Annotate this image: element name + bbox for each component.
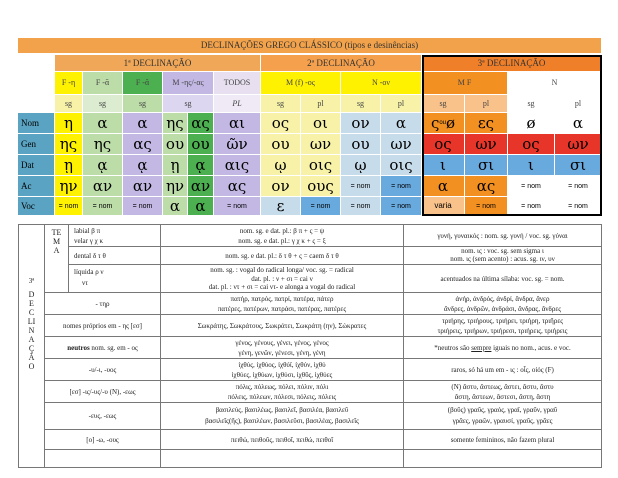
- type-todos: TODOS: [214, 72, 261, 95]
- ter-forms-pl: πατέρες, πατέρων, πατράσι, πατέρας, πατέρες: [217, 304, 347, 313]
- graus-forms-pl: γρᾶες, γραῶν, γραυσί, γραῦς, γρᾶες: [452, 417, 553, 425]
- number-pl-italic: PL: [214, 95, 261, 113]
- ending-cell-f-alpha-short-dat: ᾳ: [123, 155, 163, 176]
- blank-corner: [18, 55, 55, 95]
- ending-cell-n-sg-dat: ι: [508, 155, 555, 176]
- ending-cell-on-pl-ac: = nom: [381, 176, 422, 197]
- eus-label: -ευς, -εως: [88, 412, 117, 420]
- type-n-3: N: [508, 72, 602, 95]
- is-forms-sg: πόλις, πόλεως, πόλει, πόλιν, πόλι: [235, 382, 329, 391]
- ending-cell-on-sg-ac: = nom: [341, 176, 381, 197]
- nt-label: ντ: [82, 279, 88, 287]
- graus-forms-sg: (βοῦς) γραῦς, γραός, γραΐ, γραῦν, γραῦ: [447, 406, 558, 414]
- ending-cell-mf-sg-voc: varia: [422, 197, 465, 216]
- ending-cell-mf-sg-gen: ος: [422, 134, 465, 155]
- labial-example: γυνή, γυναικός : nom. sg. γυνή / voc. sg. γύναι: [437, 231, 568, 240]
- ending-cell-m-sg-voc: α: [163, 197, 188, 216]
- neuter-forms-pl: γένη, γενῶν, γένεσι, γένη, γένη: [238, 348, 326, 357]
- ending-cell-m-sg2-ac: αν: [188, 176, 214, 197]
- ys-note: raros, só há um em - ις : οἶς, οἰός (F): [451, 365, 554, 374]
- ending-cell-on-sg-dat: ῳ: [341, 155, 381, 176]
- liquida-label: líquida ρ ν: [74, 268, 104, 276]
- ending-cell-mf-pl-ac: ας: [465, 176, 508, 197]
- ending-cell-on-sg-nom: ον: [341, 113, 381, 134]
- ys-label: -υ/-ι, -υος: [88, 365, 117, 374]
- neuter-label: [45, 337, 160, 358]
- case-label-gen: Gen: [18, 134, 55, 155]
- o-stem-forms: πειθώ, πειθοῦς, πειθοῖ, πειθώ, πειθοῖ: [230, 435, 334, 444]
- number-sg: sg: [163, 95, 214, 113]
- ending-cell-m-sg2-dat: ᾳ: [188, 155, 214, 176]
- type-f-alpha-short: F -ᾰ: [123, 72, 163, 95]
- blank-cell: [18, 95, 55, 113]
- ending-cell-n-pl-dat: σι: [555, 155, 602, 176]
- ending-cell-on-pl-gen: ων: [381, 134, 422, 155]
- side-3-label: 3ª: [28, 277, 35, 285]
- ending-cell-f-eta-voc: = nom: [55, 197, 83, 216]
- number-pl: pl: [381, 95, 422, 113]
- neuter-forms-sg: γένος, γένους, γένει, γένος, γένος: [235, 338, 329, 347]
- number-sg: sg: [83, 95, 123, 113]
- neuter-label-rest: nom. sg. em - ος: [89, 343, 138, 352]
- table-title: DECLINAÇÕES GREGO CLÁSSICO (tipos e desinências): [18, 38, 602, 54]
- side-declinacao-label: DECLINAÇÃO: [27, 290, 36, 371]
- labial-label: labial β π: [74, 226, 101, 235]
- ending-cell-os-pl-nom: οι: [301, 113, 341, 134]
- ter-label: - τηρ: [95, 299, 110, 308]
- third-declension-header: 3ª DECLINAÇÃO: [422, 55, 602, 72]
- number-sg: sg: [422, 95, 465, 113]
- ending-cell-m-sg2-gen: ου: [188, 134, 214, 155]
- ending-cell-on-pl-voc: = nom: [381, 197, 422, 216]
- ending-cell-m-sg-ac: ην: [163, 176, 188, 197]
- ending-cell-mf-pl-dat: σι: [465, 155, 508, 176]
- ending-cell-f-eta-nom: η: [55, 113, 83, 134]
- number-pl: pl: [555, 95, 602, 113]
- ending-cell-todos-pl-nom: αι: [214, 113, 261, 134]
- ending-cell-mf-pl-voc: = nom: [465, 197, 508, 216]
- number-sg: sg: [55, 95, 83, 113]
- third-declension-rules-table: [18, 224, 602, 468]
- ending-cell-os-sg-gen: ου: [261, 134, 301, 155]
- type-n-on: N -ον: [341, 72, 422, 95]
- ending-cell-os-sg-nom: ος: [261, 113, 301, 134]
- dental-example-1: nom. ις : voc. sg. sem sigma ι: [461, 247, 544, 255]
- case-label-ac: Ac: [18, 176, 55, 197]
- o-stem-label: [ο] -ω, -ους: [86, 435, 119, 444]
- ending-cell-m-sg2-nom: ας: [188, 113, 214, 134]
- ending-cell-m-sg-gen: ου: [163, 134, 188, 155]
- case-label-nom: Nom: [18, 113, 55, 134]
- ending-cell-f-eta-ac: ην: [55, 176, 83, 197]
- ending-cell-f-alpha-short-nom: α: [123, 113, 163, 134]
- ending-cell-m-sg2-voc: α: [188, 197, 214, 216]
- ending-cell-os-pl-ac: ους: [301, 176, 341, 197]
- number-sg: sg: [508, 95, 555, 113]
- ending-cell-os-pl-dat: οις: [301, 155, 341, 176]
- first-declension-header: 1ª DECLINAÇÃO: [55, 55, 261, 72]
- velar-rule: nom. sg. e dat. pl.: γ χ κ + ς = ξ: [238, 236, 326, 245]
- ending-cell-on-pl-nom: α: [381, 113, 422, 134]
- type-mf-3: M F: [422, 72, 508, 95]
- proper-names-label: nomes próprios em - ης [εσ]: [62, 321, 143, 330]
- ending-cell-m-sg-nom: ης: [163, 113, 188, 134]
- velar-label: velar γ χ κ: [74, 236, 103, 245]
- asty-forms-sg: (N) ἄστυ, ἄστεως, ἄστει, ἄστυ, ἄστυ: [451, 382, 554, 391]
- ending-cell-mf-sg-dat: ι: [422, 155, 465, 176]
- asty-forms-pl: ἄστη, ἄστεων, ἄστεσι, ἄστη, ἄστη: [454, 392, 551, 401]
- eus-forms-sg: βασιλεύς, βασιλέως, βασιλεῖ, βασιλέα, βασιλεῦ: [215, 406, 349, 414]
- ending-cell-f-alpha-long-gen: ης: [83, 134, 123, 155]
- number-pl: pl: [301, 95, 341, 113]
- ending-cell-m-sg-dat: ῃ: [163, 155, 188, 176]
- ter-forms-sg: πατήρ, πατρός, πατρί, πατέρα, πάτερ: [230, 294, 334, 303]
- ending-cell-f-alpha-long-dat: ᾳ: [83, 155, 123, 176]
- ending-cell-n-pl-voc: = nom: [555, 197, 602, 216]
- o-stem-note: somente femininos, não fazem plural: [450, 435, 555, 444]
- neuter-note-sempre: sempre: [471, 343, 492, 352]
- ending-cell-n-pl-nom: α: [555, 113, 602, 134]
- case-label-voc: Voc: [18, 197, 55, 216]
- declension-endings-table: [18, 38, 602, 216]
- tema-label: TEMA: [51, 228, 62, 255]
- dental-rule: nom. sg. e dat. pl.: δ τ θ + ς = caem δ τ θ: [225, 251, 339, 260]
- ending-cell-todos-pl-ac: ας: [214, 176, 261, 197]
- ending-cell-os-sg-ac: ον: [261, 176, 301, 197]
- dental-label: dental δ τ θ: [74, 251, 106, 260]
- ending-cell-n-sg-ac: = nom: [508, 176, 555, 197]
- liquida-rule-2: dat. pl. : ν + σι = cai ν: [251, 275, 313, 283]
- ending-cell-os-sg-dat: ῳ: [261, 155, 301, 176]
- trieres-forms-sg: τριήρης, τριήρους, τριήρει, τριήρη, τριῆρες: [441, 316, 564, 325]
- ending-cell-on-sg-voc: = nom: [341, 197, 381, 216]
- labial-rule: nom. sg. e dat. pl.: β π + ς = ψ: [239, 226, 325, 235]
- type-f-eta: F -η: [55, 72, 83, 95]
- is-label: [εσ] -ις/-υς/-υ (N), -εως: [69, 387, 136, 396]
- liquida-example: acentuados na última sílaba: voc. sg. = nom.: [440, 274, 565, 283]
- ending-cell-todos-pl-gen: ῶν: [214, 134, 261, 155]
- second-declension-header: 2ª DECLINAÇÃO: [261, 55, 422, 72]
- ending-cell-f-alpha-short-gen: ας: [123, 134, 163, 155]
- aner-forms-sg: ἀνήρ, ἀνδρός, ἀνδρί, ἄνδρα, ἄνερ: [455, 294, 550, 303]
- ys-forms-sg: ἰχθύς, ἰχθύος, ἰχθύϊ, ἰχθύν, ἰχθύ: [238, 360, 326, 369]
- ending-cell-mf-sg-nom: ς ou ø: [422, 113, 465, 134]
- ending-cell-n-pl-ac: = nom: [555, 176, 602, 197]
- ending-cell-n-sg-nom: ø: [508, 113, 555, 134]
- number-sg: sg: [341, 95, 381, 113]
- number-pl: pl: [465, 95, 508, 113]
- ending-cell-on-sg-gen: ου: [341, 134, 381, 155]
- is-forms-pl: πόλεις, πόλεων, πόλεσι, πόλεις, πόλεις: [227, 392, 337, 401]
- dental-example-2: nom. ις (sem acento) : acus. sg. ιν, υν: [450, 255, 555, 263]
- ending-cell-f-eta-gen: ης: [55, 134, 83, 155]
- ending-cell-on-pl-dat: οις: [381, 155, 422, 176]
- neuter-note-start: *neutros são: [434, 343, 472, 352]
- ending-cell-os-sg-voc: ε: [261, 197, 301, 216]
- trieres-forms-pl: τριήρεις, τριήρων, τριήρεσι, τριήρεις, τριήρεις: [437, 326, 568, 335]
- type-f-alpha-long: F -ᾱ: [83, 72, 123, 95]
- number-sg: sg: [123, 95, 163, 113]
- liquida-rule-1: nom. sg. : vogal do radical longa/ voc. sg. = radical: [210, 266, 354, 274]
- neuter-note: [404, 337, 601, 358]
- neuter-note-end: iguais no nom., acus. e voc.: [491, 343, 571, 352]
- ending-cell-f-alpha-short-voc: = nom: [123, 197, 163, 216]
- ending-cell-mf-sg-ac: α: [422, 176, 465, 197]
- ending-cell-todos-pl-dat: αις: [214, 155, 261, 176]
- aner-forms-pl: ἄνδρες, ἀνδρῶν, ἀνδράσι, ἄνδρας, ἄνδρες: [443, 304, 562, 313]
- ys-forms-pl: ἰχθύες, ἰχθύων, ἰχθύσι, ἰχθῦς, ἰχθύες: [231, 370, 333, 379]
- ending-cell-f-alpha-long-voc: = nom: [83, 197, 123, 216]
- eus-forms-pl: βασιλεῖς(ῆς), βασιλέων, βασιλεῦσι, βασιλέας, βασιλεῖς: [205, 417, 359, 425]
- ending-cell-f-alpha-long-nom: α: [83, 113, 123, 134]
- case-label-dat: Dat: [18, 155, 55, 176]
- type-m-es-as: M -ης/-ας: [163, 72, 214, 95]
- ending-cell-f-alpha-short-ac: αν: [123, 176, 163, 197]
- ending-cell-os-pl-voc: = nom: [301, 197, 341, 216]
- ending-cell-mf-pl-nom: ες: [465, 113, 508, 134]
- ending-cell-n-sg-gen: ος: [508, 134, 555, 155]
- ending-cell-mf-pl-gen: ων: [465, 134, 508, 155]
- ending-cell-todos-pl-voc: = nom: [214, 197, 261, 216]
- ending-cell-n-pl-gen: ων: [555, 134, 602, 155]
- liquida-rule-3: dat. pl. : ντ + σι = cai ντ- e alonga a vogal do radical: [208, 283, 356, 291]
- ending-cell-os-pl-gen: ων: [301, 134, 341, 155]
- proper-names-forms: Σωκράτης, Σωκράτους, Σωκράτει, Σωκράτη (ην), Σώκρατες: [197, 321, 367, 330]
- ending-cell-n-sg-voc: = nom: [508, 197, 555, 216]
- ending-cell-f-eta-dat: ῃ: [55, 155, 83, 176]
- ending-cell-f-alpha-long-ac: αν: [83, 176, 123, 197]
- type-m-f-os: M (f) -ος: [261, 72, 341, 95]
- number-sg: sg: [261, 95, 301, 113]
- neuter-label-bold: neutros: [67, 343, 90, 352]
